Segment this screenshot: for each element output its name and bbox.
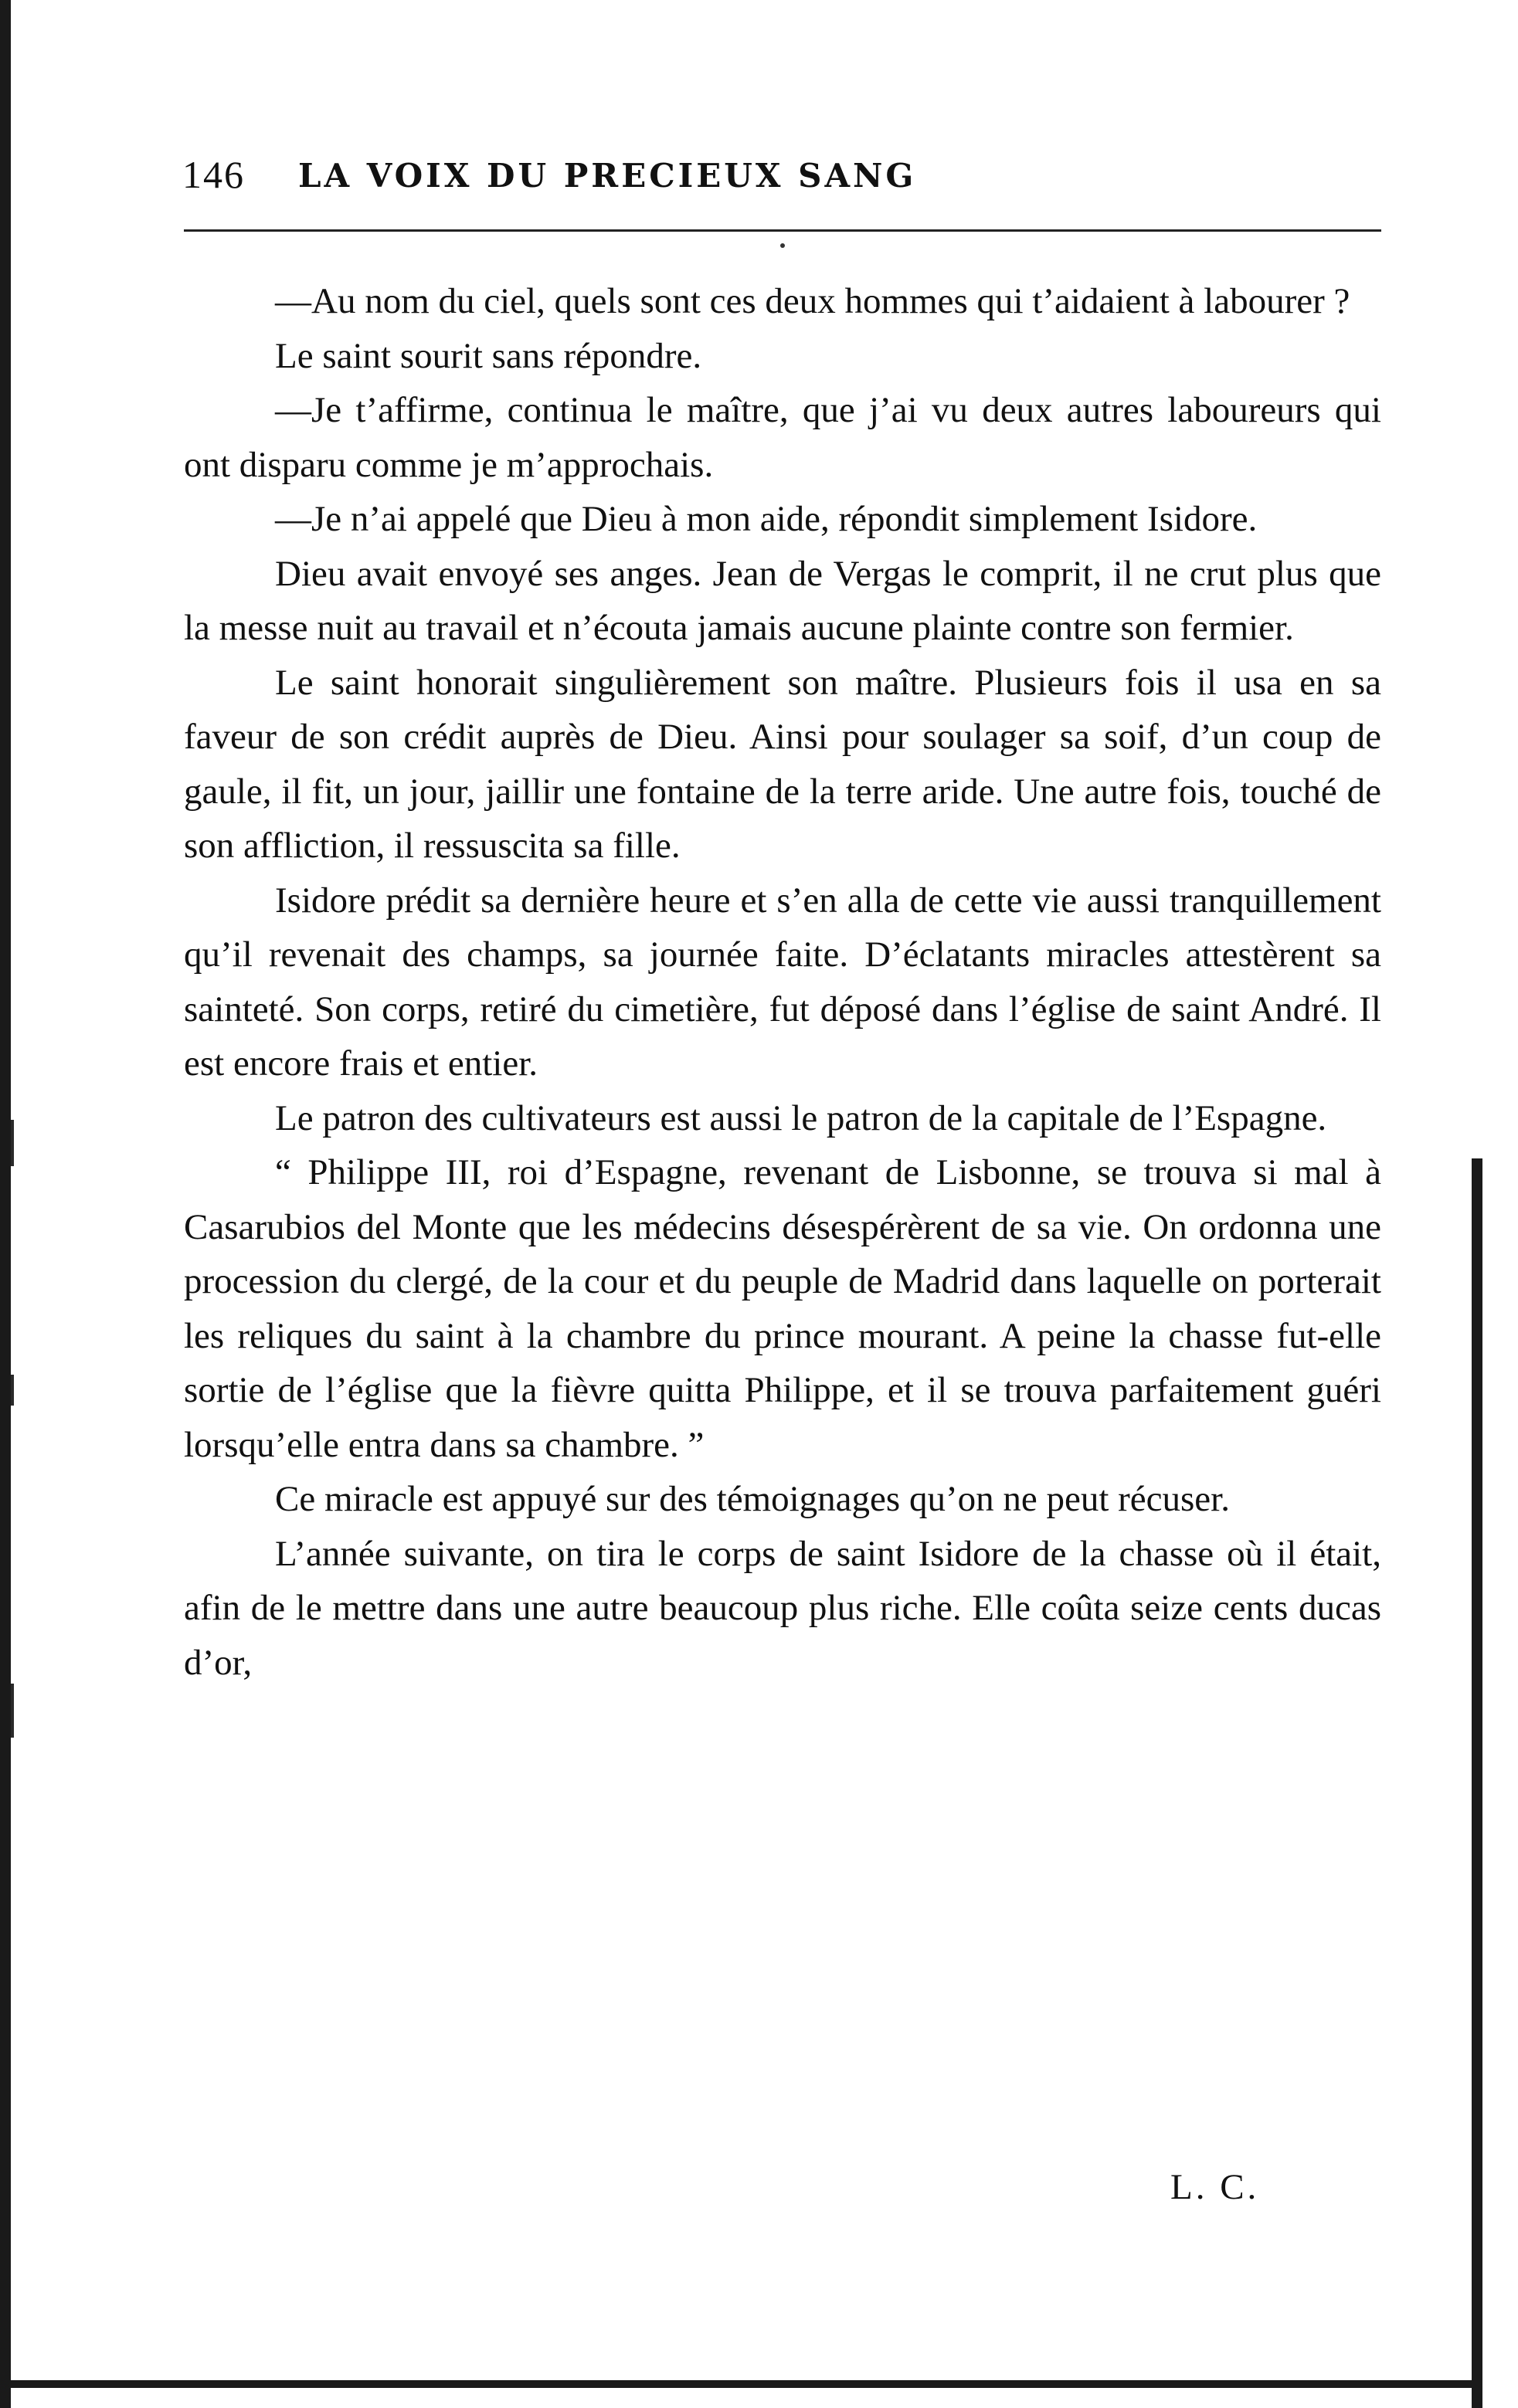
- paragraph: Ce miracle est appuyé sur des témoignages qu’on ne peut récuser.: [275, 1479, 1230, 1519]
- page-edge-mark: [11, 1120, 14, 1166]
- page-right-edge: [1472, 1158, 1482, 2408]
- page-edge-mark: [11, 1375, 14, 1406]
- page-edge-mark: [11, 1684, 14, 1738]
- body-text: [184, 274, 1381, 1690]
- signature: L. C.: [1170, 2167, 1260, 2207]
- page-left-edge: [0, 0, 11, 2408]
- paragraph: —Je t’affirme, continua le maître, que j’ai vu deux autres laboureurs qui ont disparu comme je m’approchais.: [184, 390, 1381, 485]
- paragraph: “ Philippe III, roi d’Espagne, revenant de Lisbonne, se trouva si mal à Casarubios del Monte que les médecins désespérèrent de sa vie. On ordonna une procession du clergé, de la cour et du peuple de Madrid dans laquelle on porterait les reliques du saint à la chambre du prince mourant. A peine la chasse fut-elle sortie de l’église que la fièvre quitta Philippe, et il se trouva parfaitement guéri lorsqu’elle entra dans sa chambre. ”: [184, 1152, 1381, 1465]
- paragraph: —Je n’ai appelé que Dieu à mon aide, répondit simplement Isidore.: [275, 499, 1258, 539]
- page-bottom-edge: [0, 2380, 1482, 2388]
- rule-ornament: [780, 243, 785, 248]
- paragraph: —Au nom du ciel, quels sont ces deux hommes qui t’aidaient à labourer ?: [275, 281, 1350, 321]
- running-head: LA VOIX DU PRECIEUX SANG: [298, 157, 917, 195]
- paragraph: Dieu avait envoyé ses anges. Jean de Vergas le comprit, il ne crut plus que la messe nuit au travail et n’écouta jamais aucune plainte contre son fermier.: [184, 553, 1381, 648]
- header-rule: [184, 229, 1381, 232]
- page-header: [182, 151, 1380, 213]
- page-number: 146: [182, 153, 245, 196]
- paragraph: Le saint honorait singulièrement son maître. Plusieurs fois il usa en sa faveur de son crédit auprès de Dieu. Ainsi pour soulager sa soif, d’un coup de gaule, il fit, un jour, jaillir une fontaine de la terre aride. Une autre fois, touché de son affliction, il ressuscita sa fille.: [184, 662, 1381, 866]
- paragraph: Le patron des cultivateurs est aussi le patron de la capitale de l’Espagne.: [275, 1097, 1327, 1138]
- paragraph: L’année suivante, on tira le corps de saint Isidore de la chasse où il était, afin de le mettre dans une autre beaucoup plus riche. Elle coûta seize cents ducas d’or,: [184, 1533, 1381, 1683]
- paragraph: Isidore prédit sa dernière heure et s’en alla de cette vie aussi tranquillement qu’il revenait des champs, sa journée faite. D’éclatants miracles attestèrent sa sainteté. Son corps, retiré du cimetière, fut déposé dans l’église de saint André. Il est encore frais et entier.: [184, 880, 1381, 1084]
- paragraph: Le saint sourit sans répondre.: [275, 335, 702, 376]
